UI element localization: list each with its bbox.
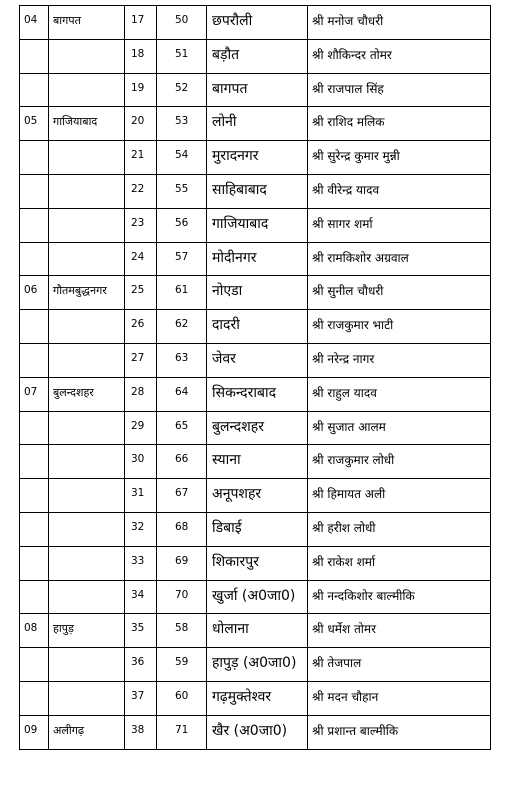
table-row xyxy=(20,614,491,648)
mla-name-cell: श्री राजकुमार भाटी xyxy=(308,310,491,344)
mla-name-cell: श्री सुरेन्द्र कुमार मुन्नी xyxy=(308,141,491,175)
mla-name-cell: श्री राशिद मलिक xyxy=(308,107,491,141)
district-name-cell xyxy=(49,310,125,344)
table-row xyxy=(20,580,491,614)
district-name-cell xyxy=(49,445,125,479)
mla-name-cell: श्री नन्दकिशोर बाल्मीकि xyxy=(308,580,491,614)
constituency-name-cell: गाजियाबाद xyxy=(207,208,308,242)
district-name-cell xyxy=(49,141,125,175)
district-number-cell: 05 xyxy=(20,107,49,141)
mla-name-cell: श्री सागर शर्मा xyxy=(308,208,491,242)
constituency-name-cell: शिकारपुर xyxy=(207,546,308,580)
district-number-cell xyxy=(20,445,49,479)
district-number-cell xyxy=(20,174,49,208)
constituency-name-cell: साहिबाबाद xyxy=(207,174,308,208)
constituency-number-cell: 68 xyxy=(157,512,207,546)
serial-number-cell: 17 xyxy=(125,6,157,40)
district-name-cell: अलीगढ़ xyxy=(49,715,125,749)
serial-number-cell: 26 xyxy=(125,310,157,344)
constituency-number-cell: 62 xyxy=(157,310,207,344)
mla-name-cell: श्री राजपाल सिंह xyxy=(308,73,491,107)
constituency-number-cell: 50 xyxy=(157,6,207,40)
district-number-cell xyxy=(20,310,49,344)
district-number-cell xyxy=(20,512,49,546)
constituency-name-cell: स्याना xyxy=(207,445,308,479)
constituency-number-cell: 55 xyxy=(157,174,207,208)
mla-name-cell: श्री हरीश लोधी xyxy=(308,512,491,546)
mla-name-cell: श्री राहुल यादव xyxy=(308,377,491,411)
constituency-name-cell: हापुड़ (अ0जा0) xyxy=(207,648,308,682)
constituency-name-cell: मोदीनगर xyxy=(207,242,308,276)
district-name-cell xyxy=(49,411,125,445)
constituency-number-cell: 61 xyxy=(157,276,207,310)
district-number-cell xyxy=(20,580,49,614)
district-name-cell xyxy=(49,479,125,513)
mla-name-cell: श्री तेजपाल xyxy=(308,648,491,682)
district-name-cell xyxy=(49,39,125,73)
district-number-cell xyxy=(20,681,49,715)
district-number-cell xyxy=(20,141,49,175)
table-row xyxy=(20,479,491,513)
serial-number-cell: 37 xyxy=(125,681,157,715)
mla-name-cell: श्री मनोज चौधरी xyxy=(308,6,491,40)
constituency-table xyxy=(19,5,491,750)
constituency-number-cell: 71 xyxy=(157,715,207,749)
district-number-cell xyxy=(20,648,49,682)
serial-number-cell: 28 xyxy=(125,377,157,411)
constituency-name-cell: धोलाना xyxy=(207,614,308,648)
district-name-cell xyxy=(49,512,125,546)
table-row xyxy=(20,512,491,546)
constituency-number-cell: 52 xyxy=(157,73,207,107)
constituency-name-cell: मुरादनगर xyxy=(207,141,308,175)
district-number-cell xyxy=(20,242,49,276)
serial-number-cell: 35 xyxy=(125,614,157,648)
table-body xyxy=(20,6,491,750)
serial-number-cell: 33 xyxy=(125,546,157,580)
constituency-number-cell: 51 xyxy=(157,39,207,73)
table-row xyxy=(20,141,491,175)
constituency-number-cell: 70 xyxy=(157,580,207,614)
constituency-number-cell: 69 xyxy=(157,546,207,580)
mla-name-cell: श्री मदन चौहान xyxy=(308,681,491,715)
mla-name-cell: श्री वीरेन्द्र यादव xyxy=(308,174,491,208)
constituency-number-cell: 66 xyxy=(157,445,207,479)
table-row xyxy=(20,73,491,107)
constituency-name-cell: गढ़मुक्तेश्वर xyxy=(207,681,308,715)
table-row xyxy=(20,310,491,344)
constituency-number-cell: 60 xyxy=(157,681,207,715)
constituency-name-cell: जेवर xyxy=(207,343,308,377)
table-row xyxy=(20,445,491,479)
constituency-number-cell: 64 xyxy=(157,377,207,411)
table-row xyxy=(20,276,491,310)
serial-number-cell: 18 xyxy=(125,39,157,73)
constituency-number-cell: 53 xyxy=(157,107,207,141)
mla-name-cell: श्री प्रशान्त बाल्मीकि xyxy=(308,715,491,749)
mla-name-cell: श्री धर्मेश तोमर xyxy=(308,614,491,648)
constituency-number-cell: 65 xyxy=(157,411,207,445)
table-row xyxy=(20,411,491,445)
serial-number-cell: 30 xyxy=(125,445,157,479)
district-name-cell xyxy=(49,580,125,614)
constituency-name-cell: खुर्जा (अ0जा0) xyxy=(207,580,308,614)
constituency-name-cell: बागपत xyxy=(207,73,308,107)
district-name-cell xyxy=(49,546,125,580)
district-number-cell xyxy=(20,208,49,242)
serial-number-cell: 32 xyxy=(125,512,157,546)
district-name-cell: बुलन्दशहर xyxy=(49,377,125,411)
district-name-cell xyxy=(49,73,125,107)
constituency-number-cell: 59 xyxy=(157,648,207,682)
district-name-cell xyxy=(49,648,125,682)
district-number-cell: 07 xyxy=(20,377,49,411)
constituency-name-cell: नोएडा xyxy=(207,276,308,310)
constituency-number-cell: 56 xyxy=(157,208,207,242)
serial-number-cell: 20 xyxy=(125,107,157,141)
serial-number-cell: 34 xyxy=(125,580,157,614)
serial-number-cell: 24 xyxy=(125,242,157,276)
constituency-name-cell: बुलन्दशहर xyxy=(207,411,308,445)
district-number-cell: 04 xyxy=(20,6,49,40)
serial-number-cell: 31 xyxy=(125,479,157,513)
mla-name-cell: श्री नरेन्द्र नागर xyxy=(308,343,491,377)
constituency-name-cell: डिबाई xyxy=(207,512,308,546)
serial-number-cell: 27 xyxy=(125,343,157,377)
district-name-cell: गाजियाबाद xyxy=(49,107,125,141)
constituency-name-cell: लोनी xyxy=(207,107,308,141)
constituency-number-cell: 54 xyxy=(157,141,207,175)
district-name-cell xyxy=(49,681,125,715)
serial-number-cell: 29 xyxy=(125,411,157,445)
serial-number-cell: 19 xyxy=(125,73,157,107)
table-row xyxy=(20,242,491,276)
mla-name-cell: श्री रामकिशोर अग्रवाल xyxy=(308,242,491,276)
serial-number-cell: 25 xyxy=(125,276,157,310)
table-row xyxy=(20,343,491,377)
constituency-number-cell: 58 xyxy=(157,614,207,648)
table-row xyxy=(20,681,491,715)
table-row xyxy=(20,546,491,580)
mla-name-cell: श्री राकेश शर्मा xyxy=(308,546,491,580)
district-name-cell xyxy=(49,242,125,276)
serial-number-cell: 38 xyxy=(125,715,157,749)
district-name-cell: हापुड़ xyxy=(49,614,125,648)
constituency-number-cell: 57 xyxy=(157,242,207,276)
table-row xyxy=(20,208,491,242)
serial-number-cell: 23 xyxy=(125,208,157,242)
serial-number-cell: 22 xyxy=(125,174,157,208)
constituency-name-cell: अनूपशहर xyxy=(207,479,308,513)
district-number-cell xyxy=(20,39,49,73)
district-number-cell xyxy=(20,546,49,580)
document-page xyxy=(19,5,491,750)
district-number-cell xyxy=(20,343,49,377)
table-row xyxy=(20,107,491,141)
table-row xyxy=(20,174,491,208)
district-name-cell xyxy=(49,343,125,377)
mla-name-cell: श्री शौकिन्दर तोमर xyxy=(308,39,491,73)
constituency-name-cell: बड़ौत xyxy=(207,39,308,73)
constituency-name-cell: दादरी xyxy=(207,310,308,344)
table-row xyxy=(20,715,491,749)
table-row xyxy=(20,6,491,40)
serial-number-cell: 36 xyxy=(125,648,157,682)
constituency-number-cell: 63 xyxy=(157,343,207,377)
district-number-cell: 08 xyxy=(20,614,49,648)
district-name-cell xyxy=(49,208,125,242)
district-number-cell xyxy=(20,73,49,107)
constituency-name-cell: सिकन्दराबाद xyxy=(207,377,308,411)
constituency-name-cell: खैर (अ0जा0) xyxy=(207,715,308,749)
constituency-name-cell: छपरौली xyxy=(207,6,308,40)
district-number-cell xyxy=(20,479,49,513)
district-name-cell: बागपत xyxy=(49,6,125,40)
constituency-number-cell: 67 xyxy=(157,479,207,513)
mla-name-cell: श्री सुनील चौधरी xyxy=(308,276,491,310)
district-name-cell xyxy=(49,174,125,208)
district-number-cell xyxy=(20,411,49,445)
table-row xyxy=(20,377,491,411)
serial-number-cell: 21 xyxy=(125,141,157,175)
district-number-cell: 09 xyxy=(20,715,49,749)
table-row xyxy=(20,39,491,73)
mla-name-cell: श्री राजकुमार लोधी xyxy=(308,445,491,479)
district-number-cell: 06 xyxy=(20,276,49,310)
mla-name-cell: श्री हिमायत अली xyxy=(308,479,491,513)
table-row xyxy=(20,648,491,682)
district-name-cell: गौतमबुद्धनगर xyxy=(49,276,125,310)
mla-name-cell: श्री सुजात आलम xyxy=(308,411,491,445)
